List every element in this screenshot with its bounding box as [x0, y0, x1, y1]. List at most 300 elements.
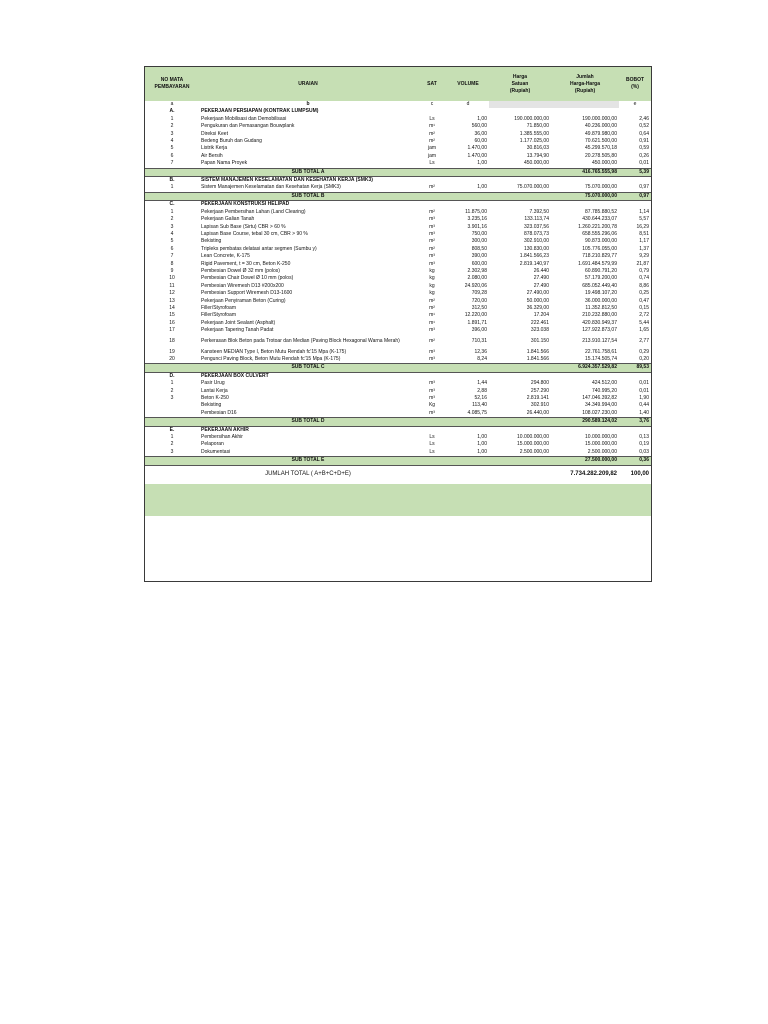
- item-uraian: Bedeng Buruh dan Gudang: [201, 138, 262, 145]
- item-bobot: 0,19: [639, 441, 649, 448]
- rab-sheet: [144, 66, 652, 582]
- empty-cell: [551, 372, 619, 380]
- item-jumlah: 210.232.880,00: [582, 312, 617, 319]
- item-harga: 13.794,90: [526, 152, 549, 159]
- item-sat: jam: [427, 145, 437, 152]
- item-sat: m²: [429, 208, 435, 215]
- item-bobot: 0,15: [639, 304, 649, 311]
- item-bobot: 0,01: [639, 160, 649, 167]
- item-bobot: 0,20: [639, 356, 649, 362]
- item-uraian: Pengunci Paving Block, Beton Mutu Rendah fc'15 Mpa (K-175): [201, 356, 341, 362]
- empty-cell: [417, 192, 447, 200]
- item-volume: 1,44: [477, 380, 487, 387]
- item-uraian: Air Bersih: [201, 152, 223, 159]
- item-uraian: Filler/Styrofoam: [201, 312, 237, 319]
- item-jumlah: 11.352.812,50: [585, 304, 617, 311]
- item-jumlah: 15.174.505,74: [585, 356, 617, 362]
- item-sat: Ls: [429, 434, 435, 441]
- item-sat: Kg: [428, 402, 436, 409]
- table-row: [145, 441, 651, 448]
- item-no: 8: [170, 260, 174, 267]
- item-no: 14: [169, 304, 175, 311]
- empty-cell: [489, 168, 551, 176]
- item-no: [145, 402, 199, 409]
- grand-total-jumlah: 7.734.282.209,82: [570, 470, 617, 477]
- item-no: 10: [169, 275, 175, 282]
- item-no: 7: [170, 253, 174, 260]
- table-row: [145, 160, 651, 168]
- item-sat: Ls: [429, 160, 435, 167]
- empty-cell: [417, 201, 447, 209]
- item-harga: 302.910: [530, 402, 549, 409]
- item-bobot: 5,57: [639, 216, 649, 223]
- item-jumlah: 34.349.994,00: [585, 402, 617, 409]
- subtotal-jumlah: 27.500.000,00: [551, 457, 619, 465]
- item-bobot: 1,14: [639, 208, 649, 215]
- empty-cell: [417, 465, 447, 484]
- empty-cell: [417, 426, 447, 434]
- table-row: [145, 356, 651, 364]
- item-jumlah: 45.299.570,18: [585, 145, 617, 152]
- item-volume: 24.920,06: [464, 282, 487, 289]
- empty-cell: [551, 177, 619, 185]
- item-sat: m¹: [429, 319, 435, 326]
- item-uraian: Tripleks pembatas delatasi antar segmen (Sumbu y): [201, 245, 317, 252]
- empty-cell: [447, 364, 489, 372]
- table-row: [145, 224, 651, 231]
- item-no: 7: [170, 160, 174, 167]
- item-no: 1: [170, 380, 174, 387]
- item-uraian: Pekerjaan Mobilisasi dan Demobilisasi: [201, 115, 287, 122]
- item-sat: m²: [429, 138, 435, 145]
- item-uraian: Lapisan Base Course, tebal 30 cm, CBR > 90 %: [201, 230, 308, 237]
- subtotal-row: [145, 457, 651, 465]
- item-no: 20: [169, 356, 175, 362]
- item-no: 6: [170, 245, 174, 252]
- section-header: [145, 426, 651, 434]
- letter-blank: [551, 101, 619, 108]
- empty-cell: [619, 426, 651, 434]
- footer-band: [145, 484, 651, 516]
- item-no: 5: [170, 145, 174, 152]
- section-code: D.: [169, 372, 175, 379]
- item-jumlah: 718.210.829,77: [582, 253, 617, 260]
- item-sat: m²: [429, 238, 435, 245]
- item-uraian: Kansteen MEDIAN Type I, Beton Mutu Rendah fc'15 Mpa (K-175): [201, 348, 347, 355]
- item-uraian: Pekerjaan Penyiraman Beton (Curing): [201, 297, 286, 304]
- empty-cell: [447, 426, 489, 434]
- table-row: [145, 305, 651, 312]
- item-bobot: 1,37: [639, 245, 649, 252]
- empty-cell: [551, 201, 619, 209]
- empty-cell: [489, 177, 551, 185]
- empty-cell: [489, 201, 551, 209]
- empty-cell: [145, 364, 199, 372]
- item-harga: 26.440,00: [526, 409, 549, 416]
- table-row: [145, 246, 651, 253]
- item-volume: 1.891,71: [467, 319, 487, 326]
- item-volume: 600,00: [471, 260, 487, 267]
- item-volume: 1,00: [477, 160, 487, 167]
- item-jumlah: 147.046.392,82: [582, 395, 617, 402]
- subtotal-jumlah: 6.924.357.529,82: [551, 364, 619, 372]
- item-bobot: 1,17: [639, 238, 649, 245]
- item-volume: 390,00: [471, 253, 487, 260]
- item-harga: 50.000,00: [526, 297, 549, 304]
- table-row: [145, 116, 651, 123]
- item-volume: 1,00: [477, 448, 487, 455]
- empty-cell: [619, 108, 651, 115]
- item-harga: 27.490,00: [526, 290, 549, 297]
- item-no: 15: [169, 312, 175, 319]
- item-volume: 60,00: [474, 138, 487, 145]
- item-jumlah: 60.890.791,20: [585, 267, 617, 274]
- subtotal-row: [145, 364, 651, 372]
- item-sat: kg: [429, 290, 435, 297]
- item-no: 17: [169, 327, 175, 334]
- table-row: [145, 395, 651, 402]
- table-row: [145, 216, 651, 223]
- table-row: [145, 283, 651, 290]
- item-sat: m²: [429, 304, 435, 311]
- item-bobot: 1,65: [639, 327, 649, 334]
- item-jumlah: 90.873.000,00: [585, 238, 617, 245]
- section-code: C.: [169, 201, 175, 208]
- table-row: [145, 145, 651, 152]
- item-bobot: 8,51: [639, 230, 649, 237]
- item-sat: m²: [429, 184, 435, 191]
- item-bobot: 0,64: [639, 130, 649, 137]
- item-no: 5: [170, 238, 174, 245]
- item-harga: 302.910,00: [523, 238, 549, 245]
- item-volume: 8,24: [477, 356, 487, 362]
- header-volume: VOLUME: [447, 67, 489, 101]
- item-harga: 190.000.000,00: [514, 115, 549, 122]
- item-harga: 75.070.000,00: [517, 184, 549, 191]
- item-uraian: Sistem Manajemen Keselamatan dan Kesehatan Kerja (SMK3): [201, 184, 341, 191]
- item-jumlah: 213.910.127,54: [582, 338, 617, 345]
- table-row: [145, 261, 651, 268]
- section-header: [145, 372, 651, 380]
- item-jumlah: 87.785.880,52: [585, 208, 617, 215]
- table-row: [145, 290, 651, 297]
- item-harga: 27.490: [533, 275, 549, 282]
- item-bobot: 1,40: [639, 409, 649, 416]
- item-jumlah: 10.000.000,00: [585, 434, 617, 441]
- item-bobot: 9,29: [639, 253, 649, 260]
- item-jumlah: 49.879.980,00: [585, 130, 617, 137]
- item-volume: 300,00: [471, 238, 487, 245]
- item-volume: 2,88: [477, 387, 487, 394]
- item-sat: m³: [429, 387, 435, 394]
- empty-cell: [447, 457, 489, 465]
- table-row: [145, 327, 651, 334]
- section-code: A.: [169, 108, 175, 115]
- item-uraian: Listrik Kerja: [201, 145, 228, 152]
- item-harga: 1.385.555,00: [519, 130, 549, 137]
- item-sat: kg: [429, 275, 435, 282]
- item-jumlah: 108.027.230,00: [582, 409, 617, 416]
- item-no: 2: [170, 387, 174, 394]
- table-row: [145, 298, 651, 305]
- letter-b: b: [306, 101, 310, 107]
- letter-c: c: [430, 101, 434, 107]
- empty-cell: [489, 426, 551, 434]
- item-no: 12: [169, 290, 175, 297]
- item-harga: 1.841.566,23: [519, 253, 549, 260]
- item-bobot: 0,52: [639, 123, 649, 130]
- item-bobot: 16,29: [636, 223, 649, 230]
- item-bobot: 0,74: [639, 275, 649, 282]
- item-uraian: Perkerasan Blok Beton pada Trotoar dan Median (Paving Block Hexagonal Warna Merah): [201, 338, 400, 345]
- grand-total-row: [145, 465, 651, 484]
- table-row: [145, 349, 651, 356]
- item-jumlah: 658.555.296,06: [582, 230, 617, 237]
- item-volume: 113,40: [472, 402, 487, 409]
- item-sat: m³: [429, 223, 435, 230]
- subtotal-label: SUB TOTAL E: [199, 457, 417, 465]
- item-volume: 12,36: [474, 348, 487, 355]
- header-row: [145, 67, 651, 101]
- item-harga: 1.177.025,00: [519, 138, 549, 145]
- item-jumlah: 424.512,00: [591, 380, 617, 387]
- item-jumlah: 20.278.505,80: [585, 152, 617, 159]
- item-jumlah: 22.761.758,61: [585, 348, 617, 355]
- item-harga: 71.850,00: [526, 123, 549, 130]
- subtotal-bobot: 5,39: [619, 168, 651, 176]
- item-uraian: Dokumentasi: [201, 448, 231, 455]
- header-harga: Harga Satuan (Rupiah): [489, 67, 551, 101]
- item-uraian: Direksi Keet: [201, 130, 228, 137]
- item-uraian: Pekerjaan Tapering Tanah Padat: [201, 327, 274, 334]
- item-volume: 720,00: [471, 297, 487, 304]
- section-title: PEKERJAAN AKHIR: [201, 426, 249, 433]
- item-volume: 750,00: [471, 230, 487, 237]
- empty-cell: [417, 177, 447, 185]
- item-uraian: Pekerjaan Galian Tanah: [201, 216, 255, 223]
- item-bobot: 0,01: [639, 380, 649, 387]
- item-volume: 709,28: [471, 290, 487, 297]
- item-volume: 312,50: [471, 304, 487, 311]
- grand-total-label: JUMLAH TOTAL ( A+B+C+D+E): [265, 470, 351, 477]
- item-no: 11: [169, 282, 175, 289]
- item-bobot: 0,25: [639, 290, 649, 297]
- item-volume: 36,00: [474, 130, 487, 137]
- table-row: [145, 402, 651, 409]
- empty-cell: [145, 168, 199, 176]
- item-volume: 12.220,00: [464, 312, 487, 319]
- item-no: 1: [170, 208, 174, 215]
- grand-total-bobot: 100,00: [630, 470, 649, 477]
- subtotal-jumlah: 290.589.124,02: [551, 418, 619, 426]
- item-bobot: 8,86: [639, 282, 649, 289]
- item-uraian: Pembesian Wiremesh D13 #200x200: [201, 282, 284, 289]
- subtotal-bobot: 0,36: [619, 457, 651, 465]
- table-row: [145, 380, 651, 387]
- section-code: B.: [169, 177, 175, 184]
- item-no: 2: [170, 216, 174, 223]
- empty-cell: [447, 192, 489, 200]
- empty-cell: [619, 372, 651, 380]
- item-uraian: Papan Nama Proyek: [201, 160, 248, 167]
- item-harga: 2.500.000,00: [519, 448, 549, 455]
- item-harga: 1.841.566: [526, 348, 549, 355]
- empty-cell: [447, 465, 489, 484]
- empty-cell: [489, 108, 551, 115]
- item-harga: 323.038: [530, 327, 549, 334]
- item-sat: m³: [429, 395, 435, 402]
- item-uraian: Bekisting: [201, 238, 222, 245]
- item-uraian: Pasir Urug: [201, 380, 225, 387]
- item-bobot: 0,03: [639, 448, 649, 455]
- item-volume: 808,50: [471, 245, 487, 252]
- empty-cell: [489, 418, 551, 426]
- empty-cell: [417, 364, 447, 372]
- empty-cell: [145, 418, 199, 426]
- item-harga: 27.490: [533, 282, 549, 289]
- item-harga: 130.830,00: [523, 245, 549, 252]
- item-no: 2: [170, 123, 174, 130]
- table-row: [145, 253, 651, 260]
- empty-cell: [145, 192, 199, 200]
- empty-cell: [417, 372, 447, 380]
- item-no: 2: [170, 441, 174, 448]
- item-no: 3: [170, 223, 174, 230]
- item-harga: 26.440: [533, 267, 549, 274]
- item-no: 13: [169, 297, 175, 304]
- subtotal-bobot: 0,97: [619, 192, 651, 200]
- item-no: 16: [169, 319, 175, 326]
- item-volume: 1.470,00: [467, 145, 487, 152]
- table-row: [145, 184, 651, 192]
- item-no: 1: [170, 115, 174, 122]
- item-jumlah: 450.000,00: [591, 160, 617, 167]
- table-row: [145, 388, 651, 395]
- item-sat: m³: [429, 216, 435, 223]
- item-bobot: 2,72: [639, 312, 649, 319]
- item-jumlah: 40.236.000,00: [585, 123, 617, 130]
- item-uraian: Pelaporan: [201, 441, 224, 448]
- header-bobot: BOBOT (%): [619, 67, 651, 101]
- header-uraian: URAIAN: [199, 67, 417, 101]
- empty-cell: [489, 192, 551, 200]
- item-sat: m²: [429, 297, 435, 304]
- header-jumlah: Jumlah Harga-Harga (Rupiah): [551, 67, 619, 101]
- item-volume: 1,00: [477, 441, 487, 448]
- item-bobot: 0,01: [639, 387, 649, 394]
- item-harga: 133.113,74: [524, 216, 549, 223]
- item-harga: 878.073,73: [523, 230, 549, 237]
- item-volume: 4.085,75: [467, 409, 487, 416]
- empty-cell: [447, 372, 489, 380]
- item-harga: 36.329,00: [526, 304, 549, 311]
- table-row: [145, 268, 651, 275]
- subtotal-bobot: 89,53: [619, 364, 651, 372]
- item-volume: 3.901,16: [467, 223, 487, 230]
- letter-blank: [489, 101, 551, 108]
- item-jumlah: 1.260.221.200,78: [578, 223, 617, 230]
- header-sat: SAT: [417, 67, 447, 101]
- item-jumlah: 2.500.000,00: [587, 448, 617, 455]
- item-no: 19: [169, 348, 175, 355]
- item-no: 18: [169, 338, 175, 345]
- item-harga: 10.000.000,00: [517, 434, 549, 441]
- item-no: 1: [170, 434, 174, 441]
- item-jumlah: 36.000.000,00: [585, 297, 617, 304]
- rab-table: [145, 67, 651, 516]
- empty-cell: [619, 201, 651, 209]
- item-volume: 1.470,00: [467, 152, 487, 159]
- table-row: [145, 153, 651, 160]
- item-uraian: Pembesian Dowel Ø 32 mm (polos): [201, 267, 280, 274]
- empty-cell: [489, 364, 551, 372]
- item-harga: 30.816,03: [526, 145, 549, 152]
- item-sat: Ls: [429, 115, 435, 122]
- empty-cell: [145, 457, 199, 465]
- item-volume: 3.235,16: [467, 216, 487, 223]
- item-volume: 2.302,98: [467, 267, 487, 274]
- section-code: E.: [169, 426, 175, 433]
- item-no: 3: [170, 395, 174, 402]
- item-bobot: 0,13: [639, 434, 649, 441]
- item-bobot: 0,44: [639, 402, 649, 409]
- item-volume: 1,00: [477, 115, 487, 122]
- table-row: [145, 320, 651, 327]
- empty-cell: [417, 168, 447, 176]
- subtotal-bobot: 3,76: [619, 418, 651, 426]
- item-no: 4: [170, 138, 174, 145]
- item-sat: jam: [427, 152, 437, 159]
- item-sat: Ls: [429, 441, 435, 448]
- item-sat: m³: [429, 409, 435, 416]
- empty-cell: [145, 465, 199, 484]
- item-uraian: Filler/Styrofoam: [201, 304, 237, 311]
- item-bobot: 1,90: [639, 395, 649, 402]
- item-sat: kg: [429, 282, 435, 289]
- item-sat: m²: [429, 245, 435, 252]
- item-jumlah: 740.995,20: [591, 387, 617, 394]
- footer-fill: [145, 484, 651, 516]
- table-row: [145, 312, 651, 319]
- item-bobot: 0,79: [639, 267, 649, 274]
- item-bobot: 21,87: [636, 260, 649, 267]
- section-title: PEKERJAAN KONSTRUKSI HELIPAD: [201, 201, 290, 208]
- item-bobot: 0,97: [639, 184, 649, 191]
- empty-cell: [447, 168, 489, 176]
- item-bobot: 0,26: [639, 152, 649, 159]
- item-no: 3: [170, 448, 174, 455]
- item-no: 9: [170, 267, 174, 274]
- item-sat: m³: [429, 260, 435, 267]
- item-volume: 52,16: [474, 395, 487, 402]
- table-row: [145, 449, 651, 457]
- item-harga: 450.000,00: [523, 160, 549, 167]
- item-uraian: Beton K-250: [201, 395, 229, 402]
- item-harga: 15.000.000,00: [517, 441, 549, 448]
- empty-cell: [447, 108, 489, 115]
- subtotal-row: [145, 168, 651, 176]
- item-volume: 1,00: [477, 434, 487, 441]
- item-uraian: Pekerjaan Joint Sealant (Asphalt): [201, 319, 276, 326]
- table-row: [145, 434, 651, 441]
- table-row: [145, 238, 651, 245]
- item-harga: 2.819.140,97: [519, 260, 549, 267]
- section-header: [145, 177, 651, 185]
- item-uraian: Pembesian Support Wiremesh D13-1600: [201, 290, 293, 297]
- item-harga: 2.819.141: [526, 395, 549, 402]
- item-sat: m¹: [429, 123, 435, 130]
- item-sat: m³: [429, 356, 435, 362]
